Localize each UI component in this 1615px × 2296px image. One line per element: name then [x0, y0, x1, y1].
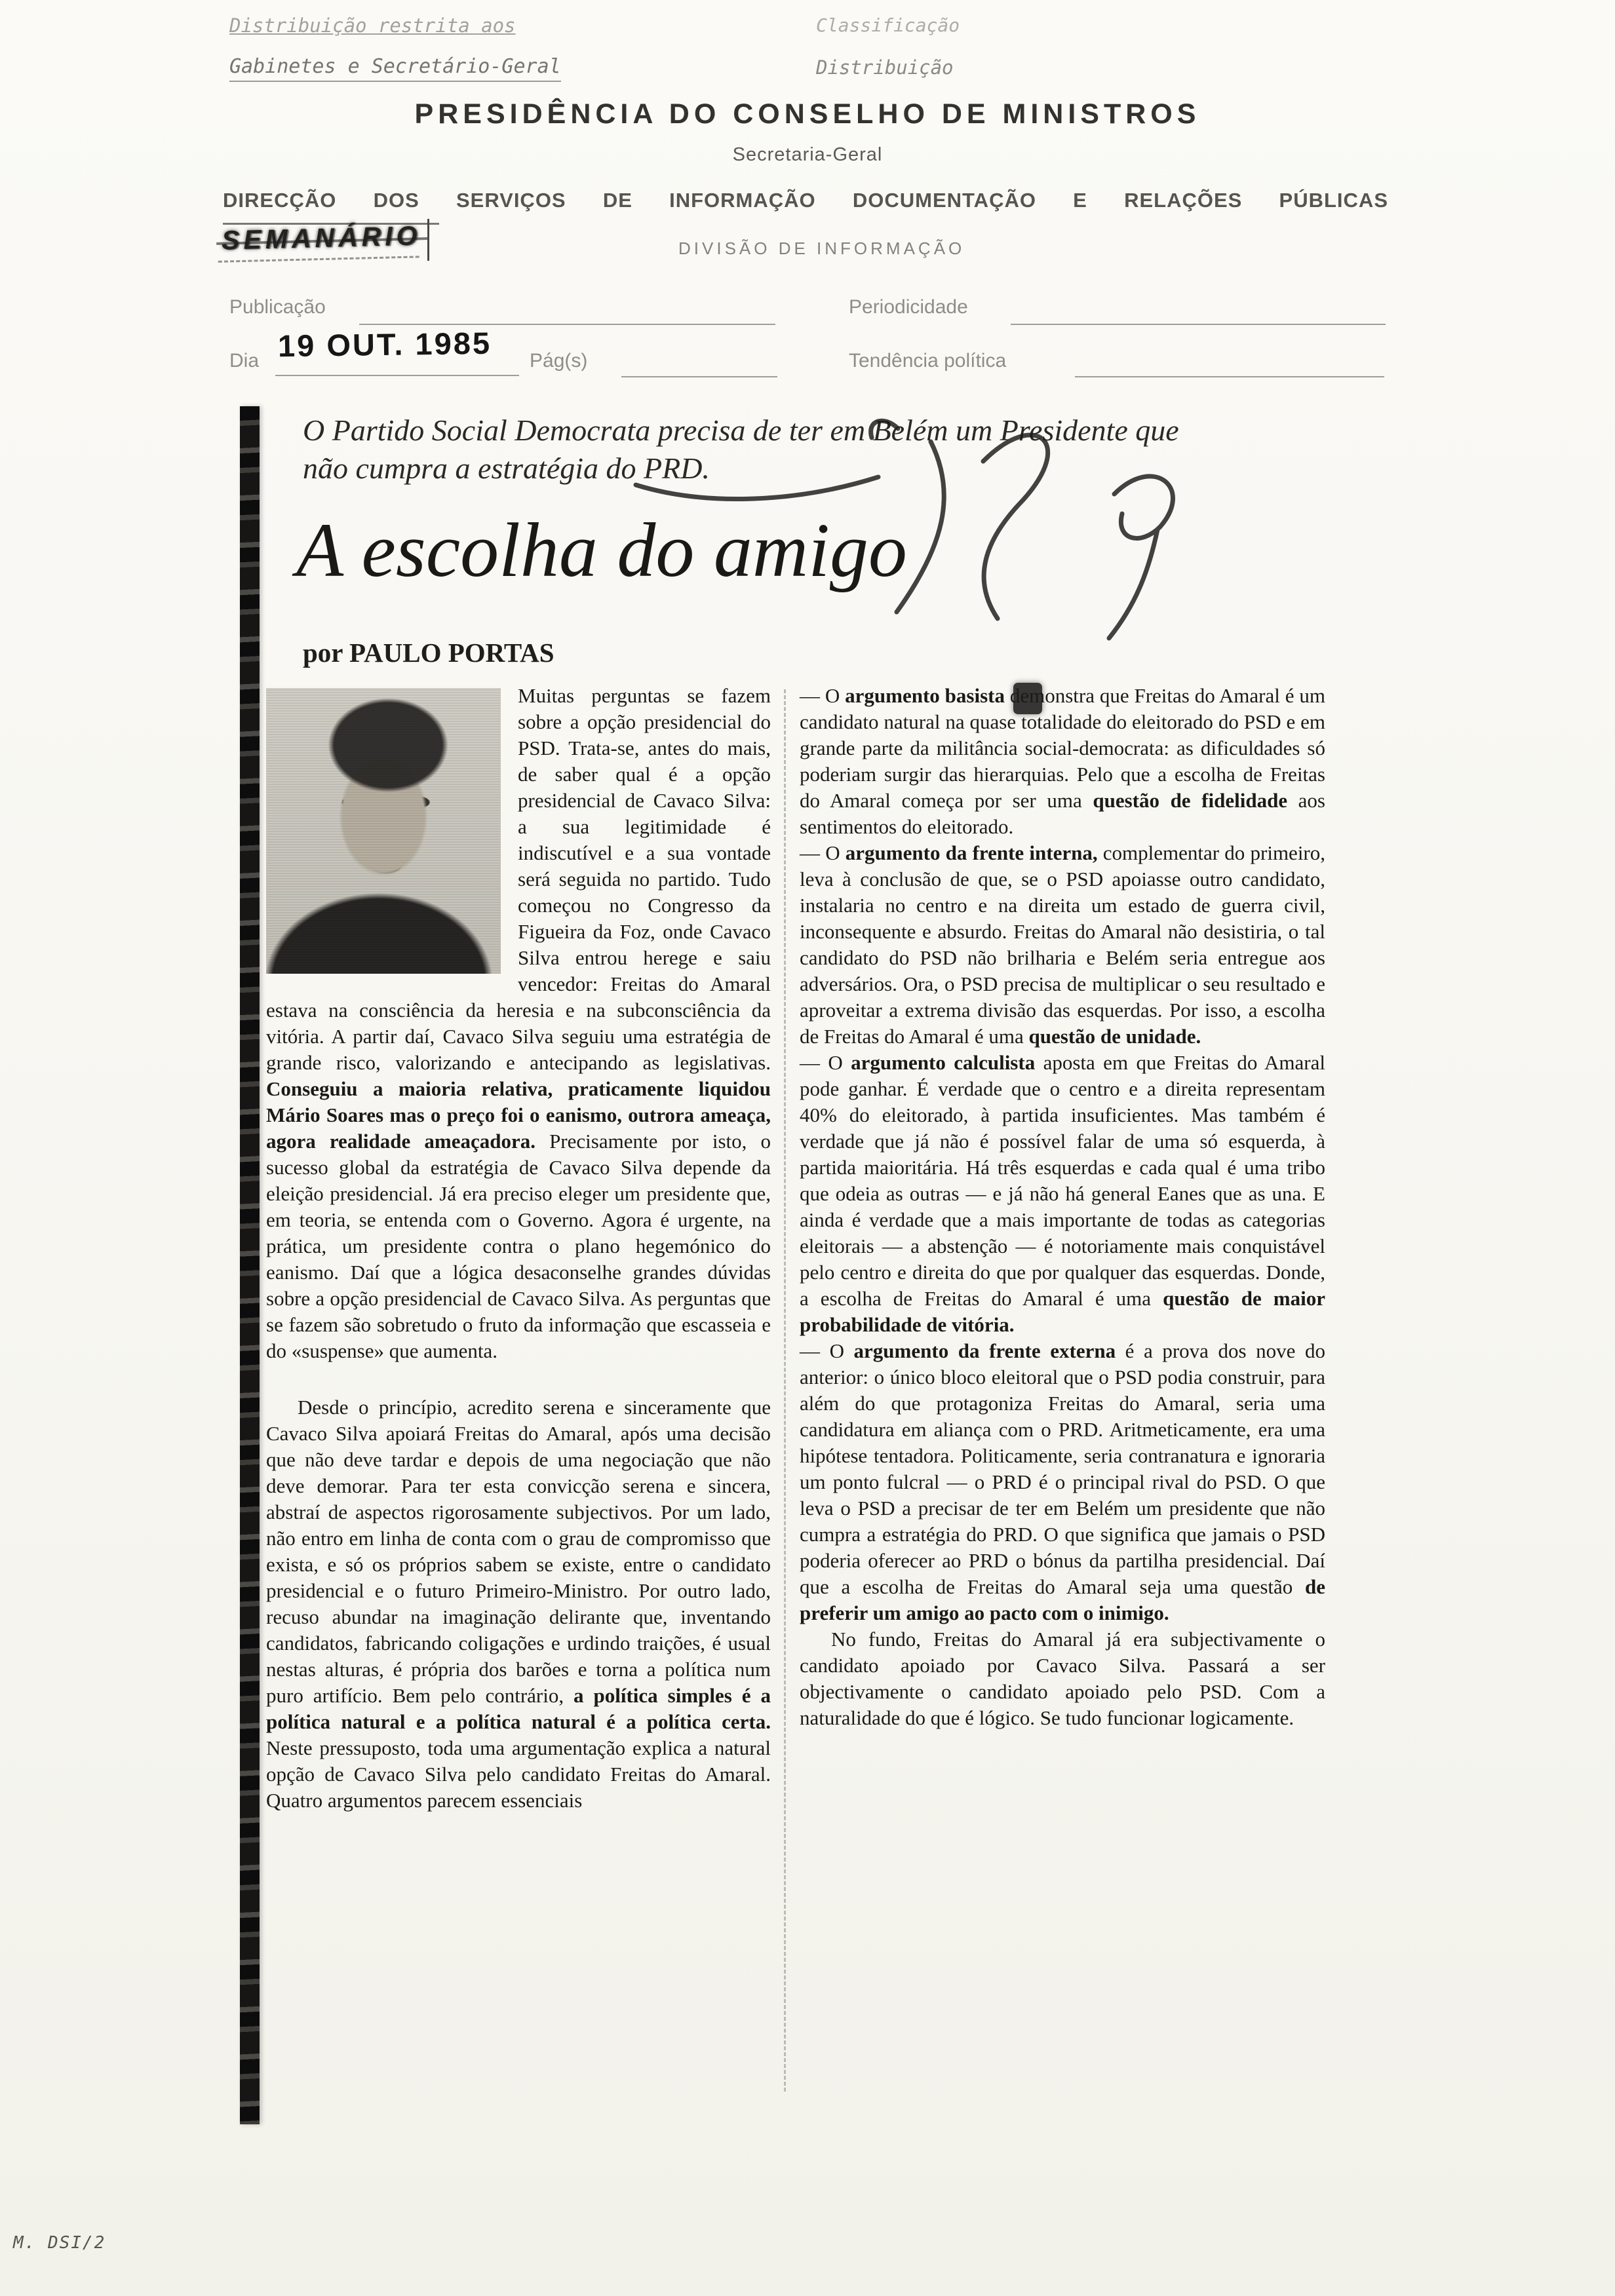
field-dia-line — [275, 375, 519, 376]
field-tendencia-label: Tendência política — [849, 350, 1007, 372]
org-subtitle: Secretaria-Geral — [732, 144, 883, 165]
field-publicacao-label: Publicação — [229, 296, 326, 318]
information-division-line: DIVISÃO DE INFORMAÇÃO — [678, 239, 965, 258]
form-reference-number: M. DSI/2 — [13, 2233, 106, 2253]
field-periodicidade-line — [1011, 324, 1386, 325]
article-paragraph: — O argumento calculista aposta em que Freitas do Amaral pode ganhar. É verdade que o centro e a direita representam 40% do eleitorado, à partida insuficientes. Mas também é verdade que já não é possível falar de uma só esquerda, à partida maioritária. Há três esquerdas e cada qual é uma tribo que odeia as outras — e já não há general Eanes que as una. E ainda é verdade que a mais importante de todas as categorias eleitorais — a abstenção — é notoriamente mais conquistável pelo centro e direita do que por qualquer das esquerdas. Donde, a escolha de Freitas do Amaral é uma questão de maior probabilidade de vitória. — [800, 1051, 1325, 1336]
article-col2 — [800, 683, 1325, 2145]
org-title: PRESIDÊNCIA DO CONSELHO DE MINISTROS — [414, 98, 1201, 130]
directorate-line: DIRECÇÃO DOS SERVIÇOS DE INFORMAÇÃO DOCUMENTAÇÃO E RELAÇÕES PÚBLICAS — [223, 189, 1388, 212]
field-pags-label: Pág(s) — [530, 350, 588, 372]
article-headline: A escolha do amigo — [296, 507, 907, 593]
article-paragraph: — O argumento basista demonstra que Freitas do Amaral é um candidato natural na quase totalidade do eleitorado do PSD e em grande parte da militância social-democrata: as dificuldades só poderiam surgir das hierarquias. Pelo que a escolha de Freitas do Amaral começa por ser uma questão de fidelidade aos sentimentos do eleitorado. — [800, 684, 1325, 838]
field-dia-label: Dia — [229, 350, 260, 372]
field-tendencia-line — [1075, 376, 1384, 377]
restricted-distribution-target: Gabinetes e Secretário-Geral — [229, 55, 561, 82]
article-lede: O Partido Social Democrata precisa de ter em Belém um Presidente que não cumpra a estratégia do PRD. — [303, 413, 1179, 485]
restricted-distribution-note: Distribuição restrita aos — [229, 14, 516, 37]
article-paragraph: — O argumento da frente externa é a prova dos nove do anterior: o único bloco eleitoral que o PSD podia construir, para além do que protagoniza Freitas do Amaral, seria uma candidatura em aliança com o PRD. Aritmeticamente, era uma hipótese tentadora. Politicamente, seria contranatura e ignoraria um ponto fulcral — o PRD é o principal rival do PSD. O que leva o PSD a precisar de ter em Belém um presidente que não cumpra a estratégia do PRD. O que significa que jamais o PSD poderia oferecer ao PRD o bónus da partilha presidencial. Daí que a escolha de Freitas do Amaral seja uma questão de preferir um amigo ao pacto com o inimigo. — [800, 1339, 1325, 1624]
article-paragraph: Muitas perguntas se fazem sobre a opção presidencial do PSD. Trata-se, antes do mais, de saber qual é a opção presidencial de Cavaco Silva: a sua legitimidade é indiscutível e a sua vontade será seguida no partido. Tudo começou no Congresso da Figueira da Foz, onde Cavaco Silva entrou herege e saiu vencedor: Freitas do Amaral estava na consciência da heresia e na subconsciência da vitória. A partir daí, Cavaco Silva seguiu uma estratégia de grande risco, valorizando e antecipando as legislativas. Conseguiu a maioria relativa, praticamente liquidou Mário Soares mas o preço foi o eanismo, outrora ameaça, agora realidade ameaçadora. Precisamente por isto, o sucesso global da estratégia de Cavaco Silva depende da eleição presidencial. Já era preciso eleger um presidente que, em teoria, se entenda com o Governo. Agora é urgente, na prática, um presidente contra o plano hegemónico do eanismo. Daí que a lógica desaconselhe grandes dúvidas sobre a opção presidencial de Cavaco Silva. As perguntas que se fazem são sobretudo o fruto da informação que escasseia e do «suspense» que aumenta. — [266, 684, 771, 1362]
semanario-stamp-box-edge — [427, 219, 429, 261]
field-publicacao-line — [359, 324, 775, 325]
date-stamp: 19 OUT. 1985 — [277, 325, 492, 364]
portrait-photo — [266, 688, 501, 974]
article-paragraph: No fundo, Freitas do Amaral já era subjectivamente o candidato apoiado por Cavaco Silva. Passará a ser objectivamente o candidato apoiado pelo PSD. Com a naturalidade do que é lógico. Se tudo funcionar logicamente. — [800, 1628, 1325, 1729]
classification-label: Classificação — [816, 14, 960, 36]
article-paragraph: — O argumento da frente interna, complementar do primeiro, leva à conclusão de que, se o PSD apoiasse outro candidato, instalaria no centro e na direita um estado de guerra civil, inconsequente e absurdo. Freitas do Amaral não desistiria, o tal candidato do PSD não brilharia e Belém seria entregue aos adversários. Ora, o PSD precisa de multiplicar o seu resultado e aproveitar a extrema divisão das esquerdas. Por isso, a escolha de Freitas do Amaral é uma questão de unidade. — [800, 841, 1325, 1048]
field-periodicidade-label: Periodicidade — [849, 296, 968, 318]
field-pags-line — [621, 376, 777, 377]
semanario-stamp: SEMANÁRIO — [221, 220, 422, 256]
article-col1 — [266, 683, 771, 2145]
article-byline: por PAULO PORTAS — [303, 638, 555, 668]
article-paragraph: Desde o princípio, acredito serena e sinceramente que Cavaco Silva apoiará Freitas do Amaral, após uma decisão que não deve tardar e depois de uma negociação que não deve demorar. Para ter esta convicção serena e sincera, abstraí de aspectos rigorosamente subjectivos. Por um lado, não entro em linha de conta com o grau de compromisso que exista, e só os próprios sabem se existe, entre o candidato presidencial e o futuro Primeiro-Ministro. Por outro lado, recuso abundar na imaginação delirante que, inventando candidatos, fabricando coligações e urdindo traições, é usual nestas alturas, é própria dos barões e torna a política num puro artifício. Bem pelo contrário, a política simples é a política natural e a política natural é a política certa. Neste pressuposto, toda uma argumentação explica a natural opção de Cavaco Silva pelo candidato Freitas do Amaral. Quatro argumentos parecem essenciais — [266, 1396, 771, 1812]
distribution-label: Distribuição — [816, 56, 954, 79]
article-body — [266, 683, 1325, 2145]
clipping-torn-edge — [240, 406, 260, 2124]
